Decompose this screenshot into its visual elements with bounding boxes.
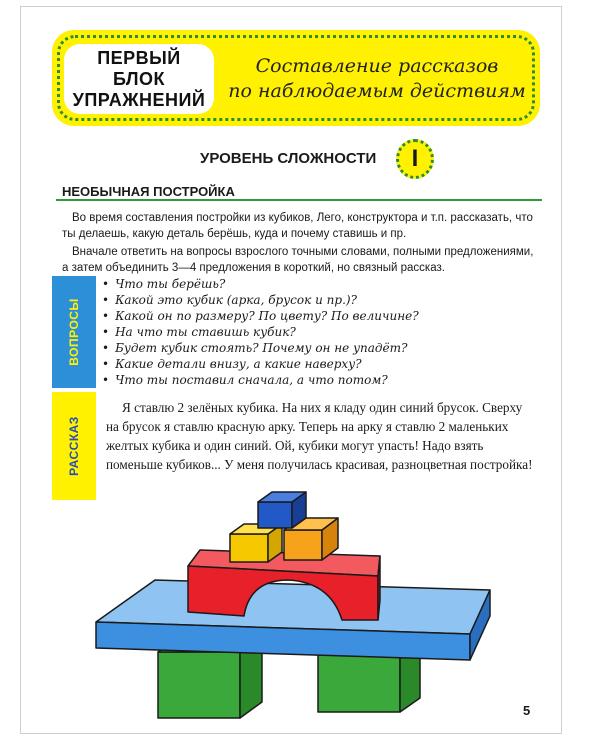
question-item: • Будет кубик стоять? Почему он не упадёт? (102, 340, 538, 356)
page-number: 5 (523, 703, 531, 718)
difficulty-level-title: УРОВЕНЬ СЛОЖНОСТИ (200, 150, 377, 167)
question-item: • Что ты поставил сначала, а что потом? (102, 372, 538, 388)
intro-paragraph-1: Во время составления постройки из кубиков, Лего, конструктора и т.п. рассказать, что ты делаешь, какую деталь берёшь, куда и почему ставишь и пр. (62, 212, 533, 240)
section-title: НЕОБЫЧНАЯ ПОСТРОЙКА (62, 184, 235, 199)
block-label-line-3: УПРАЖНЕНИЙ (72, 89, 206, 110)
difficulty-level-badge: I (396, 139, 434, 179)
block-subtitle-line-2: по наблюдаемым действиям (228, 80, 526, 102)
question-item: • Какой это кубик (арка, брусок и пр.)? (102, 292, 538, 308)
intro-paragraph-2: Вначале ответить на вопросы взрослого точными словами, полными предложениями, а затем объединить 3—4 предложения в короткий, но связный рассказ. (62, 246, 534, 274)
block-label-line-2: БЛОК (112, 68, 166, 89)
block-label-line-1: ПЕРВЫЙ (97, 47, 181, 68)
story-text: Я ставлю 2 зелёных кубика. На них я кладу один синий брусок. Сверху на брусок я ставлю красную арку. Теперь на арку я ставлю 2 маленьких желтых кубика и один синий. Ой, кубики могут упасть! Надо взять поменьше кубиков... У меня получилась красивая, разноцветная постройка! (106, 400, 533, 472)
question-item: • На что ты ставишь кубик? (102, 324, 538, 340)
block-subtitle-line-1: Составление рассказов (255, 55, 499, 77)
questions-tab-label: ВОПРОСЫ (67, 298, 81, 366)
story-tab-label: РАССКАЗ (67, 416, 81, 476)
question-item: • Что ты берёшь? (102, 276, 538, 292)
question-item: • Какие детали внизу, а какие наверху? (102, 356, 538, 372)
question-item: • Какой он по размеру? По цвету? По величине? (102, 308, 538, 324)
blue-cube-top (258, 492, 306, 528)
yellow-cube-left (230, 524, 282, 562)
blue-plank (96, 580, 490, 660)
